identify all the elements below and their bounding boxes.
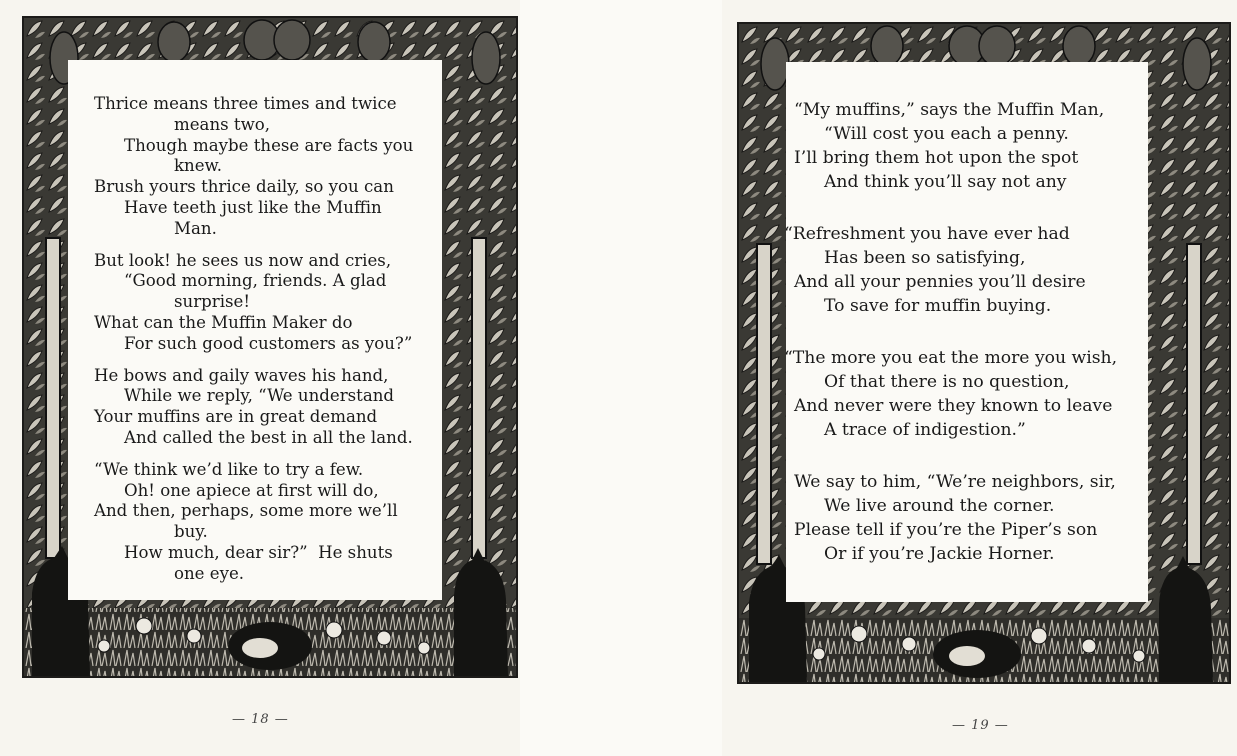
tree-icon xyxy=(46,238,60,558)
stanza xyxy=(794,98,1148,194)
poem-line: Brush yours thrice daily, so you can xyxy=(94,177,394,197)
poem-line: “Good morning, friends. A glad xyxy=(124,271,387,291)
stanza xyxy=(784,222,1148,318)
poem-line: Of that there is no question, xyxy=(824,372,1070,392)
poem-line: To save for muffin buying. xyxy=(824,296,1052,316)
poem-line: surprise! xyxy=(174,292,251,312)
poem-line: A trace of indigestion.” xyxy=(824,420,1026,440)
stanza xyxy=(784,346,1148,442)
poem-line: He bows and gaily waves his hand, xyxy=(94,365,389,385)
poem-line: knew. xyxy=(174,156,223,176)
poem-line: Man. xyxy=(174,218,217,238)
stanza xyxy=(94,94,442,240)
poem-line: Has been so satisfying, xyxy=(824,248,1026,268)
stanza xyxy=(94,366,442,449)
stanza xyxy=(94,460,442,585)
poem-line: “Will cost you each a penny. xyxy=(824,124,1069,144)
page-number: — 19 — xyxy=(952,718,1009,733)
poem-line: “My muffins,” says the Muffin Man, xyxy=(794,100,1105,120)
poem-line: buy. xyxy=(174,522,208,542)
tree-icon xyxy=(757,244,771,564)
poem-line: We say to him, “We’re neighbors, sir, xyxy=(794,472,1116,492)
poem-line: Oh! one apiece at first will do, xyxy=(124,480,379,500)
poem-line: Have teeth just like the Muffin xyxy=(124,197,382,217)
poem-line: Please tell if you’re the Piper’s son xyxy=(794,520,1098,540)
poem-line: one eye. xyxy=(174,563,245,583)
page-number: — 18 — xyxy=(232,712,289,727)
poem-line: But look! he sees us now and cries, xyxy=(94,250,392,270)
poem-line: While we reply, “We understand xyxy=(124,386,395,406)
poem-line: I’ll bring them hot upon the spot xyxy=(794,148,1079,168)
stanza xyxy=(94,251,442,355)
poem-line: Or if you’re Jackie Horner. xyxy=(824,544,1055,564)
poem-line: Your muffins are in great demand xyxy=(94,407,378,427)
poem-line: means two, xyxy=(174,114,271,134)
poem-line: Thrice means three times and twice xyxy=(94,94,397,113)
poem-line: And think you’ll say not any xyxy=(824,172,1067,192)
left-page xyxy=(0,0,520,756)
poem-line: “The more you eat the more you wish, xyxy=(784,348,1118,368)
poem-line: How much, dear sir?” He shuts xyxy=(124,542,393,562)
poem-line: “Refreshment you have ever had xyxy=(784,224,1070,244)
poem-stanzas xyxy=(786,62,1148,566)
right-page xyxy=(722,0,1237,756)
stanza xyxy=(794,470,1148,566)
poem-line: What can the Muffin Maker do xyxy=(94,312,353,332)
poem-line: And never were they known to leave xyxy=(794,396,1113,416)
poem-line: And all your pennies you’ll desire xyxy=(794,272,1086,292)
poem-line: For such good customers as you?” xyxy=(124,333,413,353)
book-gutter xyxy=(520,0,722,756)
poem-text-panel xyxy=(68,60,442,600)
poem-text-panel xyxy=(786,62,1148,602)
poem-line: Though maybe these are facts you xyxy=(124,135,414,155)
poem-stanzas xyxy=(68,60,442,585)
poem-line: And called the best in all the land. xyxy=(124,427,413,447)
poem-line: And then, perhaps, some more we’ll xyxy=(94,501,398,521)
poem-line: We live around the corner. xyxy=(824,496,1055,516)
poem-line: “We think we’d like to try a few. xyxy=(94,459,364,479)
